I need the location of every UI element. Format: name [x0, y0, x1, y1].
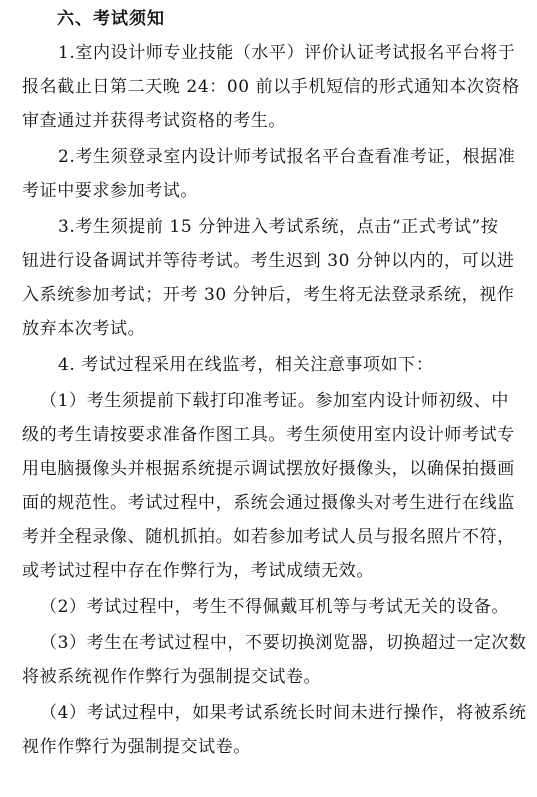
item-3-line-1: （3）考生在考试过程中，不要切换浏览器，切换超过一定次数 — [40, 633, 527, 653]
section-heading: 六、考试须知 — [57, 9, 165, 29]
item-1-line-5: 考并全程录像、随机抓拍。如若参加考试人员与报名照片不符， — [22, 527, 515, 547]
para-3-line-2: 钮进行设备调试并等待考试。考生迟到 30 分钟以内的，可以进 — [22, 251, 515, 271]
para-3-line-1: 3.考生须提前 15 分钟进入考试系统，点击“正式考试”按 — [58, 217, 499, 237]
item-4-line-1: （4）考试过程中，如果考试系统长时间未进行操作，将被系统 — [40, 703, 527, 723]
para-1-line-2: 报名截止日第二天晚 24：00 前以手机短信的形式通知本次资格 — [22, 77, 520, 97]
para-3-line-3: 入系统参加考试；开考 30 分钟后，考生将无法登录系统，视作 — [22, 285, 515, 305]
item-1-line-2: 级的考生请按要求准备作图工具。考生须使用室内设计师考试专 — [22, 425, 515, 445]
para-1-line-1: 1.室内设计师专业技能（水平）评价认证考试报名平台将于 — [58, 43, 516, 63]
item-1-line-1: （1）考生须提前下载打印准考证。参加室内设计师初级、中 — [40, 391, 510, 411]
item-2-line-1: （2）考试过程中，考生不得佩戴耳机等与考试无关的设备。 — [40, 597, 510, 617]
para-2-line-1: 2.考生须登录室内设计师考试报名平台查看准考证，根据准 — [58, 147, 516, 167]
item-3-line-2: 将被系统视作作弊行为强制提交试卷。 — [22, 667, 322, 687]
para-2-line-2: 考证中要求参加考试。 — [22, 181, 198, 201]
para-1-line-3: 审查通过并获得考试资格的考生。 — [22, 111, 286, 131]
para-3-line-4: 放弃本次考试。 — [22, 319, 146, 339]
item-1-line-6: 或考试过程中存在作弊行为，考试成绩无效。 — [22, 561, 374, 581]
item-1-line-3: 用电脑摄像头并根据系统提示调试摆放好摄像头，以确保拍摄画 — [22, 459, 515, 479]
item-1-line-4: 面的规范性。考试过程中，系统会通过摄像头对考生进行在线监 — [22, 493, 515, 513]
para-4-line-1: 4. 考试过程采用在线监考，相关注意事项如下： — [58, 355, 434, 375]
item-4-line-2: 视作作弊行为强制提交试卷。 — [22, 737, 251, 757]
